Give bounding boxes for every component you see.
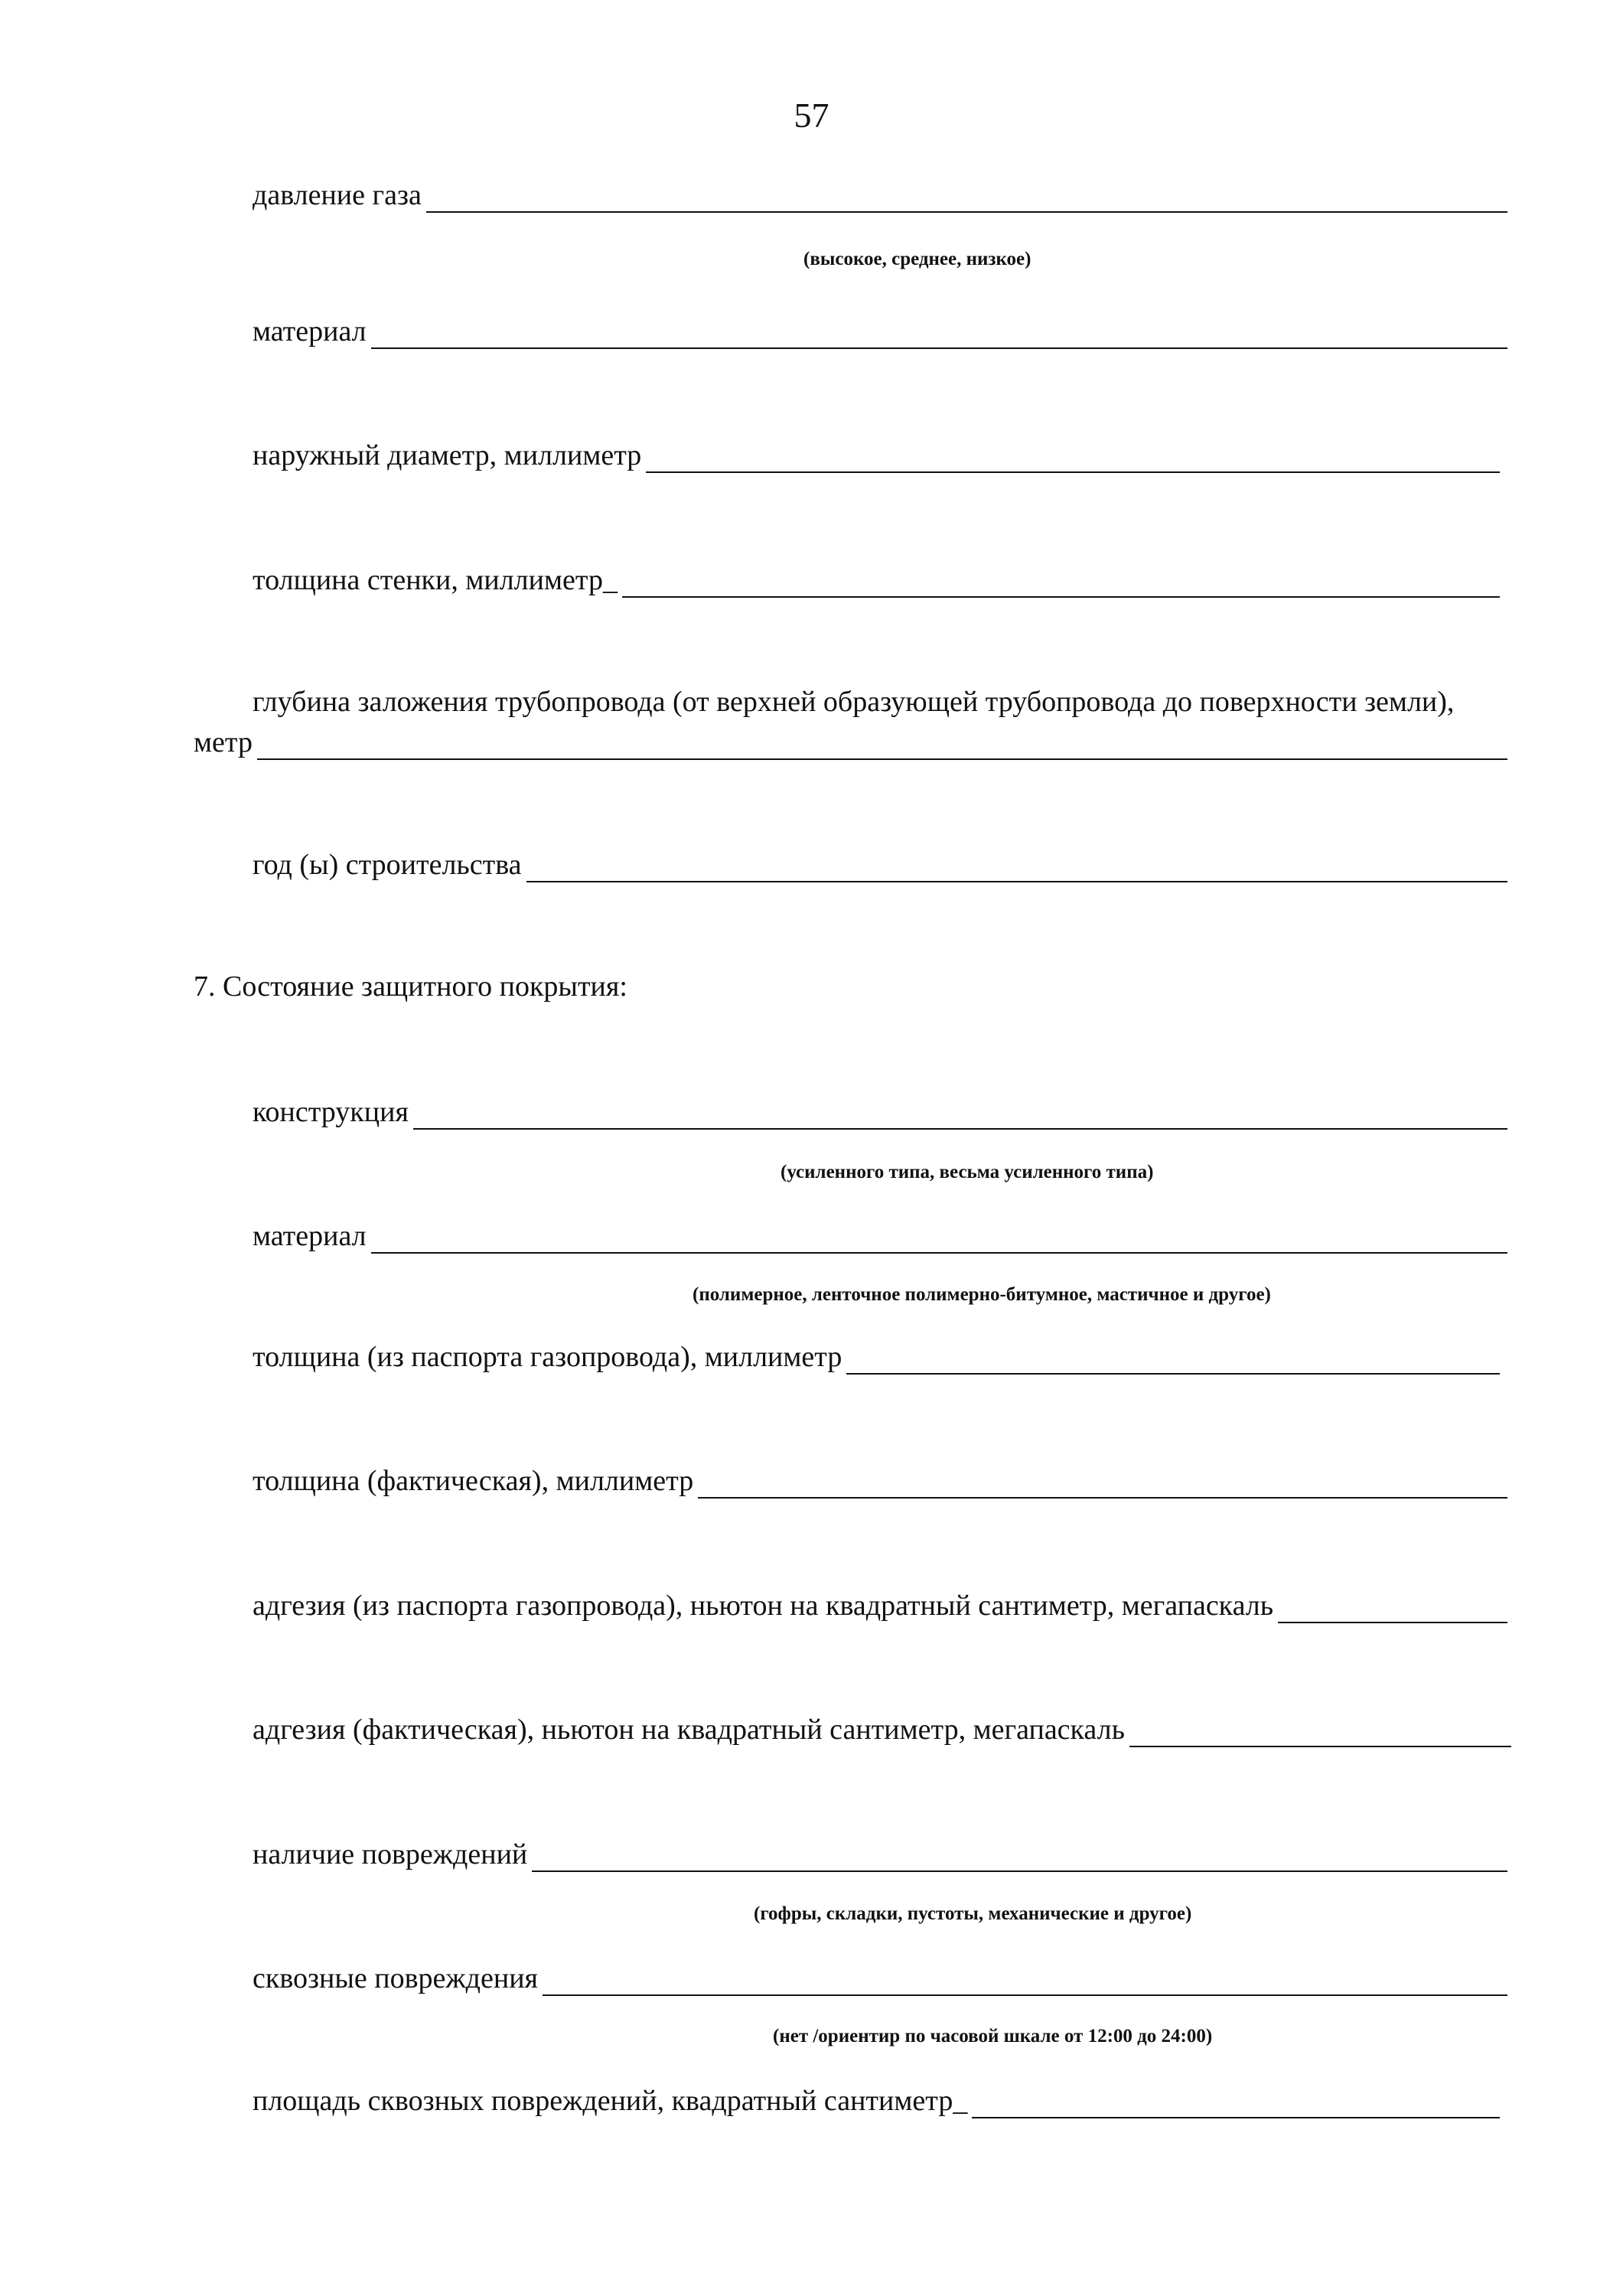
depth-field[interactable] — [194, 723, 1507, 760]
construction-year-field[interactable] — [253, 846, 1507, 882]
outer-diameter-label: наружный диаметр, миллиметр — [253, 439, 642, 471]
damage-input-line[interactable] — [532, 1840, 1507, 1872]
construction-year-input-line[interactable] — [526, 850, 1507, 882]
through-damage-area-field[interactable] — [253, 2082, 1500, 2118]
gas-pressure-field[interactable] — [253, 176, 1507, 213]
through-damage-area-label: площадь сквозных повреждений, квадратный сантиметр_ — [253, 2085, 968, 2117]
adhesion-actual-label: адгезия (фактическая), ньютон на квадратный сантиметр, мегапаскаль — [253, 1714, 1125, 1746]
through-damage-field[interactable] — [253, 1959, 1507, 1996]
pipe-material-field[interactable] — [253, 312, 1507, 349]
outer-diameter-field[interactable] — [253, 436, 1500, 473]
adhesion-actual-field[interactable] — [253, 1711, 1511, 1747]
coating-construction-hint: (усиленного типа, весьма усиленного типа) — [781, 1162, 1154, 1182]
damage-field[interactable] — [253, 1835, 1507, 1872]
coating-material-hint: (полимерное, ленточное полимерно-битумное, мастичное и другое) — [693, 1284, 1271, 1305]
outer-diameter-input-line[interactable] — [646, 441, 1500, 473]
thickness-actual-input-line[interactable] — [698, 1466, 1507, 1499]
coating-material-field[interactable] — [253, 1217, 1507, 1254]
wall-thickness-label: толщина стенки, миллиметр_ — [253, 564, 618, 596]
coating-construction-input-line[interactable] — [413, 1097, 1507, 1130]
adhesion-actual-input-line[interactable] — [1129, 1715, 1511, 1747]
thickness-passport-field[interactable] — [253, 1338, 1500, 1375]
thickness-actual-label: толщина (фактическая), миллиметр — [253, 1465, 694, 1497]
gas-pressure-hint: (высокое, среднее, низкое) — [803, 249, 1031, 269]
coating-material-label: материал — [253, 1220, 367, 1252]
construction-year-label: год (ы) строительства — [253, 849, 522, 881]
section-heading: 7. Состояние защитного покрытия: — [194, 970, 627, 1003]
adhesion-passport-input-line[interactable] — [1278, 1591, 1507, 1623]
depth-input-line[interactable] — [257, 728, 1507, 760]
adhesion-passport-field[interactable] — [253, 1587, 1507, 1623]
through-damage-label: сквозные повреждения — [253, 1962, 539, 1994]
wall-thickness-input-line[interactable] — [622, 566, 1500, 598]
thickness-actual-field[interactable] — [253, 1462, 1507, 1499]
coating-material-input-line[interactable] — [371, 1221, 1507, 1254]
thickness-passport-label: толщина (из паспорта газопровода), миллиметр — [253, 1341, 842, 1373]
pipe-material-label: материал — [253, 315, 367, 347]
damage-label: наличие повреждений — [253, 1838, 528, 1870]
damage-hint: (гофры, складки, пустоты, механические и другое) — [754, 1903, 1192, 1924]
gas-pressure-input-line[interactable] — [426, 181, 1507, 213]
through-damage-hint: (нет /ориентир по часовой шкале от 12:00 до 24:00) — [773, 2026, 1213, 2047]
through-damage-area-input-line[interactable] — [972, 2086, 1500, 2118]
coating-construction-label: конструкция — [253, 1096, 409, 1128]
gas-pressure-label: давление газа — [253, 179, 422, 211]
coating-construction-field[interactable] — [253, 1093, 1507, 1130]
pipe-material-input-line[interactable] — [371, 317, 1507, 349]
thickness-passport-input-line[interactable] — [846, 1342, 1500, 1375]
wall-thickness-field[interactable] — [253, 561, 1500, 598]
depth-label-line2: метр — [194, 726, 253, 758]
depth-label-line1: глубина заложения трубопровода (от верхней образующей трубопровода до поверхности земли), — [253, 686, 1455, 718]
through-damage-input-line[interactable] — [543, 1964, 1507, 1996]
page-number: 57 — [794, 96, 829, 135]
adhesion-passport-label: адгезия (из паспорта газопровода), ньютон на квадратный сантиметр, мегапаскаль — [253, 1590, 1274, 1622]
